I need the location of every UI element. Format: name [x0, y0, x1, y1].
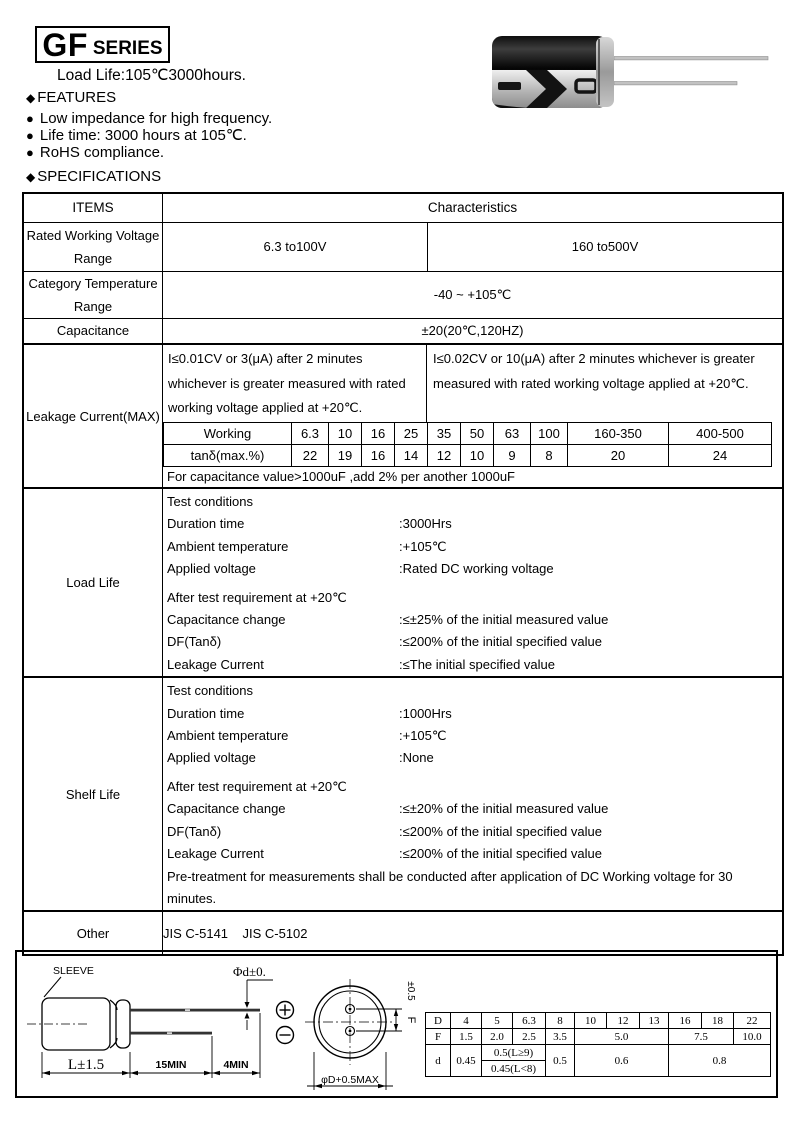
tan-value: 9: [494, 445, 531, 467]
list-item: [26, 127, 272, 144]
tan-delta-label: tanδ(max.%): [164, 445, 292, 467]
tan-delta-row: [164, 445, 772, 467]
sleeve-leader-line: [44, 977, 61, 997]
dim-D-value: 8: [546, 1013, 575, 1029]
row-label: Rated Working Voltage Range: [23, 222, 163, 271]
feature-text: Low impedance for high frequency.: [39, 110, 273, 127]
tan-value: 8: [531, 445, 568, 467]
cond-key: Ambient temperature: [167, 728, 289, 744]
cond-key: Capacitance change: [167, 612, 286, 628]
cond-key: Ambient temperature: [167, 538, 289, 554]
dimension-drawing-box: [15, 950, 778, 1098]
dim-d-value: 0.5(L≥9): [482, 1045, 546, 1061]
dim-F-value: 1.5: [451, 1029, 482, 1045]
dim-lead-min-label: 15MIN: [155, 1059, 187, 1071]
working-value: 6.3: [292, 423, 329, 445]
leakage-high-text: I≤0.02CV or 10(μA) after 2 minutes whichever is greater measured with rated working voltage applied at +20℃.: [433, 351, 755, 391]
capacitor-lead-negative: [614, 82, 737, 85]
cond-key: Test conditions: [167, 494, 253, 509]
cond-key: Duration time: [167, 516, 245, 532]
spec-row-shelf-life: [23, 677, 783, 911]
other-standards-value: JIS C-5141 JIS C-5102: [163, 911, 784, 955]
capacitor-sleeve-stripe: [492, 70, 608, 109]
feature-text: RoHS compliance.: [39, 144, 165, 162]
cond-value: :≤±25% of the initial measured value: [399, 612, 609, 628]
working-value: 25: [395, 423, 428, 445]
row-label: Load Life: [23, 488, 163, 677]
series-suffix: SERIES: [92, 37, 163, 59]
cond-key: Capacitance change: [167, 801, 286, 817]
dim-D-value: 22: [734, 1013, 771, 1029]
leakage-low-text: I≤0.01CV or 3(μA) after 2 minutes whichever is greater measured with rated working voltage applied at +20℃.: [163, 345, 427, 422]
dim-F-value: 2.0: [482, 1029, 513, 1045]
leakage-note: For capacitance value>1000uF ,add 2% per another 1000uF: [167, 469, 515, 484]
dim-d-value: 0.5: [546, 1045, 575, 1077]
tan-value: 19: [329, 445, 362, 467]
dim-F-label: F: [426, 1029, 451, 1045]
load-life-subtitle: Load Life:105℃3000hours.: [57, 67, 246, 84]
specifications-table: [22, 192, 784, 956]
dim-tip-min-label: 4MIN: [223, 1059, 249, 1071]
row-label: Shelf Life: [23, 677, 163, 911]
tan-delta-table: [163, 422, 772, 467]
series-title-box: [35, 26, 170, 63]
items-header-cell: ITEMS: [23, 193, 163, 222]
dim-d-label: d: [426, 1045, 451, 1077]
dim-D-value: 6.3: [513, 1013, 546, 1029]
cond-key: Test conditions: [167, 683, 253, 699]
tan-value: 20: [568, 445, 669, 467]
cond-value: :≤200% of the initial specified value: [399, 634, 602, 650]
working-label: Working: [164, 423, 292, 445]
features-heading-label: FEATURES: [37, 89, 117, 106]
cond-value: :1000Hrs: [399, 705, 452, 721]
lead-positive-drawing: [130, 1009, 260, 1012]
characteristics-header-cell: Characteristics: [163, 193, 784, 222]
spec-row-capacitance: [23, 318, 783, 344]
cond-value: :≤200% of the initial specified value: [399, 846, 602, 862]
cond-key: DF(Tanδ): [167, 823, 222, 839]
cond-value: :None: [399, 750, 434, 766]
dim-diameter-label: φD+0.5MAX: [321, 1074, 379, 1086]
lead-diameter-label: Φd±0.: [233, 964, 266, 979]
dim-lead-spacing-tolerance: ±0.5: [405, 981, 416, 1001]
cond-value: :Rated DC working voltage: [399, 561, 554, 577]
cond-key: Applied voltage: [167, 561, 256, 577]
cond-value: :≤±20% of the initial measured value: [399, 801, 609, 817]
cond-key: After test requirement at +20℃: [167, 589, 347, 605]
spec-row-rated-voltage: [23, 222, 783, 271]
tan-value: 10: [461, 445, 494, 467]
capacitance-value: ±20(20℃,120HZ): [163, 318, 784, 344]
list-item: [26, 110, 272, 127]
row-label: Other: [23, 911, 163, 955]
bullet-icon: ●: [26, 111, 34, 126]
shelf-life-pretreatment-note: Pre-treatment for measurements shall be conducted after application of DC Working voltage for 30 minutes.: [167, 868, 733, 906]
spec-row-other: [23, 911, 783, 955]
cond-key: After test requirement at +20℃: [167, 778, 347, 794]
cond-key: Applied voltage: [167, 750, 256, 766]
features-heading: [26, 89, 116, 106]
cond-value: :+105℃: [399, 728, 447, 744]
capacitor-lead-positive: [614, 57, 768, 60]
dim-D-value: 13: [640, 1013, 669, 1029]
dim-D-value: 10: [575, 1013, 607, 1029]
list-item: [26, 144, 272, 161]
dim-F-value: 10.0: [734, 1029, 771, 1045]
dim-d-value: 0.8: [669, 1045, 771, 1077]
working-value: 50: [461, 423, 494, 445]
spec-row-leakage-current: [23, 344, 783, 488]
row-label: Leakage Current(MAX): [23, 344, 163, 488]
dim-d-value: 0.6: [575, 1045, 669, 1077]
cond-key: Leakage Current: [167, 846, 264, 862]
cond-key: Leakage Current: [167, 656, 264, 672]
working-value: 400-500: [669, 423, 772, 445]
dim-D-value: 5: [482, 1013, 513, 1029]
diamond-icon: ◆: [26, 169, 36, 184]
working-value: 35: [428, 423, 461, 445]
working-value: 160-350: [568, 423, 669, 445]
dim-D-value: 18: [702, 1013, 734, 1029]
working-value: 10: [329, 423, 362, 445]
dim-body-length-label: L±1.5: [67, 1057, 105, 1073]
dim-D-value: 12: [607, 1013, 640, 1029]
capacitor-photo: [490, 20, 775, 115]
tan-value: 14: [395, 445, 428, 467]
cond-value: :+105℃: [399, 538, 447, 554]
dim-F-value: 7.5: [669, 1029, 734, 1045]
tan-value: 12: [428, 445, 461, 467]
dim-d-value: 0.45: [451, 1045, 482, 1077]
bullet-icon: ●: [26, 128, 34, 144]
end-view-circles: [305, 979, 395, 1065]
tan-value: 24: [669, 445, 772, 467]
working-value: 63: [494, 423, 531, 445]
working-value: 16: [362, 423, 395, 445]
spec-row-category-temp: [23, 271, 783, 318]
sleeve-label: SLEEVE: [53, 965, 94, 977]
positive-terminal-icon: [277, 1002, 294, 1019]
specifications-heading-label: SPECIFICATIONS: [37, 168, 162, 185]
specifications-heading: [26, 168, 161, 185]
dim-F-value: 5.0: [575, 1029, 669, 1045]
working-value: 100: [531, 423, 568, 445]
negative-terminal-icon: [277, 1027, 294, 1044]
cond-value: :≤200% of the initial specified value: [399, 823, 602, 839]
dim-row-d-top: [426, 1045, 771, 1061]
category-temp-value: -40 ~ +105℃: [163, 271, 784, 318]
cond-value: :≤The initial specified value: [399, 656, 555, 672]
dim-lead-spacing-label: F: [405, 1016, 417, 1024]
dim-row-F: [426, 1029, 771, 1045]
dim-F-value: 2.5: [513, 1029, 546, 1045]
dim-D-value: 16: [669, 1013, 702, 1029]
rated-voltage-low: 6.3 to100V: [163, 223, 428, 271]
dim-row-D: [426, 1013, 771, 1029]
dimension-table: [425, 1012, 771, 1077]
row-label: Capacitance: [23, 318, 163, 344]
tan-value: 16: [362, 445, 395, 467]
spec-row-load-life: [23, 488, 783, 677]
rated-voltage-high: 160 to500V: [571, 239, 639, 254]
row-label: Category Temperature Range: [23, 271, 163, 318]
tan-value: 22: [292, 445, 329, 467]
feature-text: Life time: 3000 hours at 105℃.: [39, 127, 247, 145]
diamond-icon: ◆: [26, 90, 36, 105]
cond-value: :3000Hrs: [399, 516, 452, 532]
series-name: GF: [42, 26, 88, 63]
table-header-row: [23, 193, 783, 222]
dim-D-label: D: [426, 1013, 451, 1029]
cond-key: DF(Tanδ): [167, 634, 222, 650]
working-voltage-row: [164, 423, 772, 445]
bullet-icon: ●: [26, 145, 34, 161]
sleeve-bar-mark: [498, 82, 521, 90]
dim-D-value: 4: [451, 1013, 482, 1029]
dim-d-value: 0.45(L<8): [482, 1061, 546, 1077]
cond-key: Duration time: [167, 705, 245, 721]
dim-F-value: 3.5: [546, 1029, 575, 1045]
features-list: [26, 110, 272, 162]
